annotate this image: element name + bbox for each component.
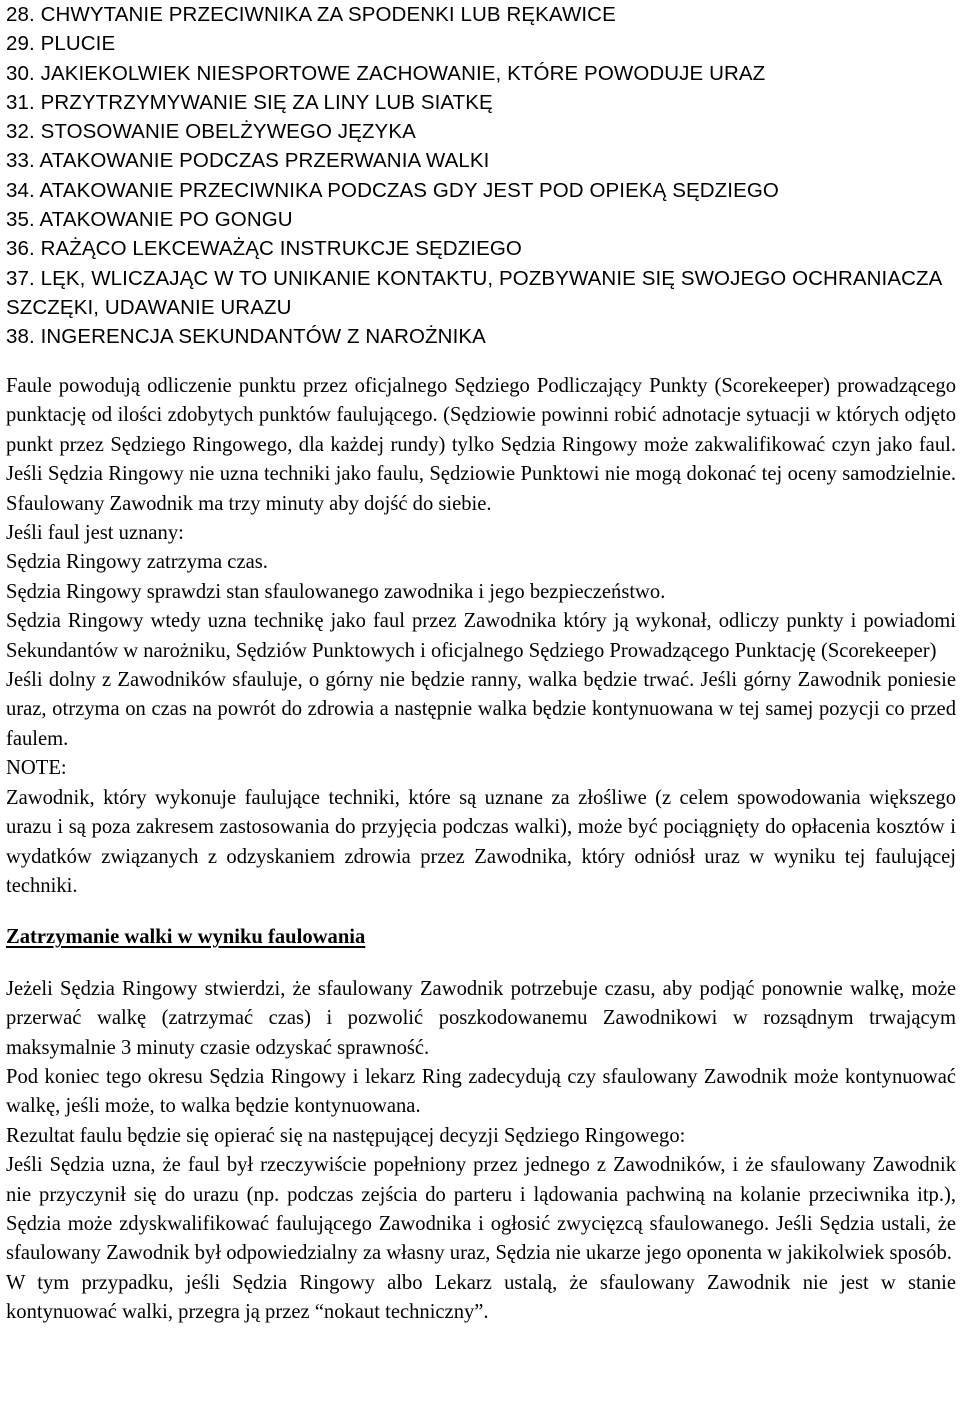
paragraph: Jeżeli Sędzia Ringowy stwierdzi, że sfaulowany Zawodnik potrzebuje czasu, aby podjąć ponownie walkę, może przerwać walkę (zatrzymać czas) i pozwolić poszkodowanemu Zawodnikowi w rozsądnym trwającym maksymalnie 3 minuty czasie odzyskać sprawność. xyxy=(6,977,956,1059)
paragraph: Sędzia Ringowy zatrzyma czas. xyxy=(6,551,268,574)
document-body xyxy=(6,372,956,1328)
list-item: 31. PRZYTRZYMYWANIE SIĘ ZA LINY LUB SIATKĘ xyxy=(6,90,493,114)
paragraph: Jeśli dolny z Zawodników sfauluje, o górny nie będzie ranny, walka będzie trwać. Jeśli górny Zawodnik poniesie uraz, otrzyma on czas na powrót do zdrowia a następnie walka będzie kontynuowana w tej samej pozycji co przed faulem. xyxy=(6,669,956,750)
paragraph: Jeśli Sędzia uzna, że faul był rzeczywiście popełniony przez jednego z Zawodników, i że sfaulowany Zawodnik nie przyczynił się do urazu (np. podczas zejścia do parteru i lądowania pachwiną na kolanie przeciwnika itp.), Sędzia może zdyskwalifikować faulującego Zawodnika i ogłosić zwycięzcą sfaulowanego. Jeśli Sędzia ustali, że sfaulowany Zawodnik był odpowiedzialny za własny uraz, Sędzia nie ukarze jego oponenta w jakikolwiek sposób. xyxy=(6,1154,956,1265)
list-item: 28. CHWYTANIE PRZECIWNIKA ZA SPODENKI LUB RĘKAWICE xyxy=(6,3,616,26)
foul-list xyxy=(6,0,956,352)
list-item: 33. ATAKOWANIE PODCZAS PRZERWANIA WALKI xyxy=(6,149,490,173)
section-heading: Zatrzymanie walki w wyniku faulowania xyxy=(6,926,366,949)
paragraph: Sędzia Ringowy sprawdzi stan sfaulowanego zawodnika i jego bezpieczeństwo. xyxy=(6,580,666,603)
paragraph: Faule powodują odliczenie punktu przez oficjalnego Sędziego Podliczający Punkty (Scorekeeper) prowadzącego punktację od ilości zdobytych punktów faulującego. (Sędziowie powinni robić adnotacje sytuacji w których odjęto punkt przez Sędziego Ringowego, dla każdej rundy) tylko Sędzia Ringowy może zakwalifikować czyn jako faul. Jeśli Sędzia Ringowy nie uzna techniki jako faulu, Sędziowie Punktowi nie mogą dokonać tej oceny samodzielnie. Sfaulowany Zawodnik ma trzy minuty aby dojść do siebie. xyxy=(6,375,956,515)
spacer xyxy=(6,953,956,975)
paragraph: Zawodnik, który wykonuje faulujące techniki, które są uznane za złośliwe (z celem spowodowania większego urazu i są poza zakresem zastosowania do przyjęcia podczas walki), może być pociągnięty do opłacenia kosztów i wydatków związanych z odzyskaniem zdrowia przez Zawodnika, który odniósł uraz w wyniku tej faulującej techniki. xyxy=(6,786,956,897)
paragraph: Jeśli faul jest uznany: xyxy=(6,522,184,545)
list-item: 37. LĘK, WLICZAJĄC W TO UNIKANIE KONTAKTU, POZBYWANIE SIĘ SWOJEGO OCHRANIACZA SZCZĘKI, UDAWANIE URAZU xyxy=(6,266,948,319)
list-item: 32. STOSOWANIE OBELŻYWEGO JĘZYKA xyxy=(6,120,416,144)
spacer xyxy=(6,901,956,923)
list-item: 36. RAŻĄCO LEKCEWAŻĄC INSTRUKCJE SĘDZIEGO xyxy=(6,237,522,261)
list-item: 29. PLUCIE xyxy=(6,32,116,56)
paragraph: Pod koniec tego okresu Sędzia Ringowy i lekarz Ring zadecydują czy sfaulowany Zawodnik może kontynuować walkę, jeśli może, to walka będzie kontynuowana. xyxy=(6,1065,956,1118)
list-item: 30. JAKIEKOLWIEK NIESPORTOWE ZACHOWANIE, KTÓRE POWODUJE URAZ xyxy=(6,61,766,85)
list-item: 34. ATAKOWANIE PRZECIWNIKA PODCZAS GDY JEST POD OPIEKĄ SĘDZIEGO xyxy=(6,178,779,202)
paragraph: W tym przypadku, jeśli Sędzia Ringowy albo Lekarz ustalą, że sfaulowany Zawodnik nie jest w stanie kontynuować walki, przegra ją przez “nokaut techniczny”. xyxy=(6,1271,956,1324)
note-label: NOTE: xyxy=(6,757,67,780)
list-item: 35. ATAKOWANIE PO GONGU xyxy=(6,208,293,232)
paragraph: Sędzia Ringowy wtedy uzna technikę jako faul przez Zawodnika który ją wykonał, odliczy punkty i powiadomi Sekundantów w narożniku, Sędziów Punktowych i oficjalnego Sędziego Prowadzącego Punktację (Scorekeeper) xyxy=(6,610,956,662)
list-item: 38. INGERENCJA SEKUNDANTÓW Z NAROŻNIKA xyxy=(6,325,486,349)
paragraph: Rezultat faulu będzie się opierać się na następującej decyzji Sędziego Ringowego: xyxy=(6,1124,686,1147)
